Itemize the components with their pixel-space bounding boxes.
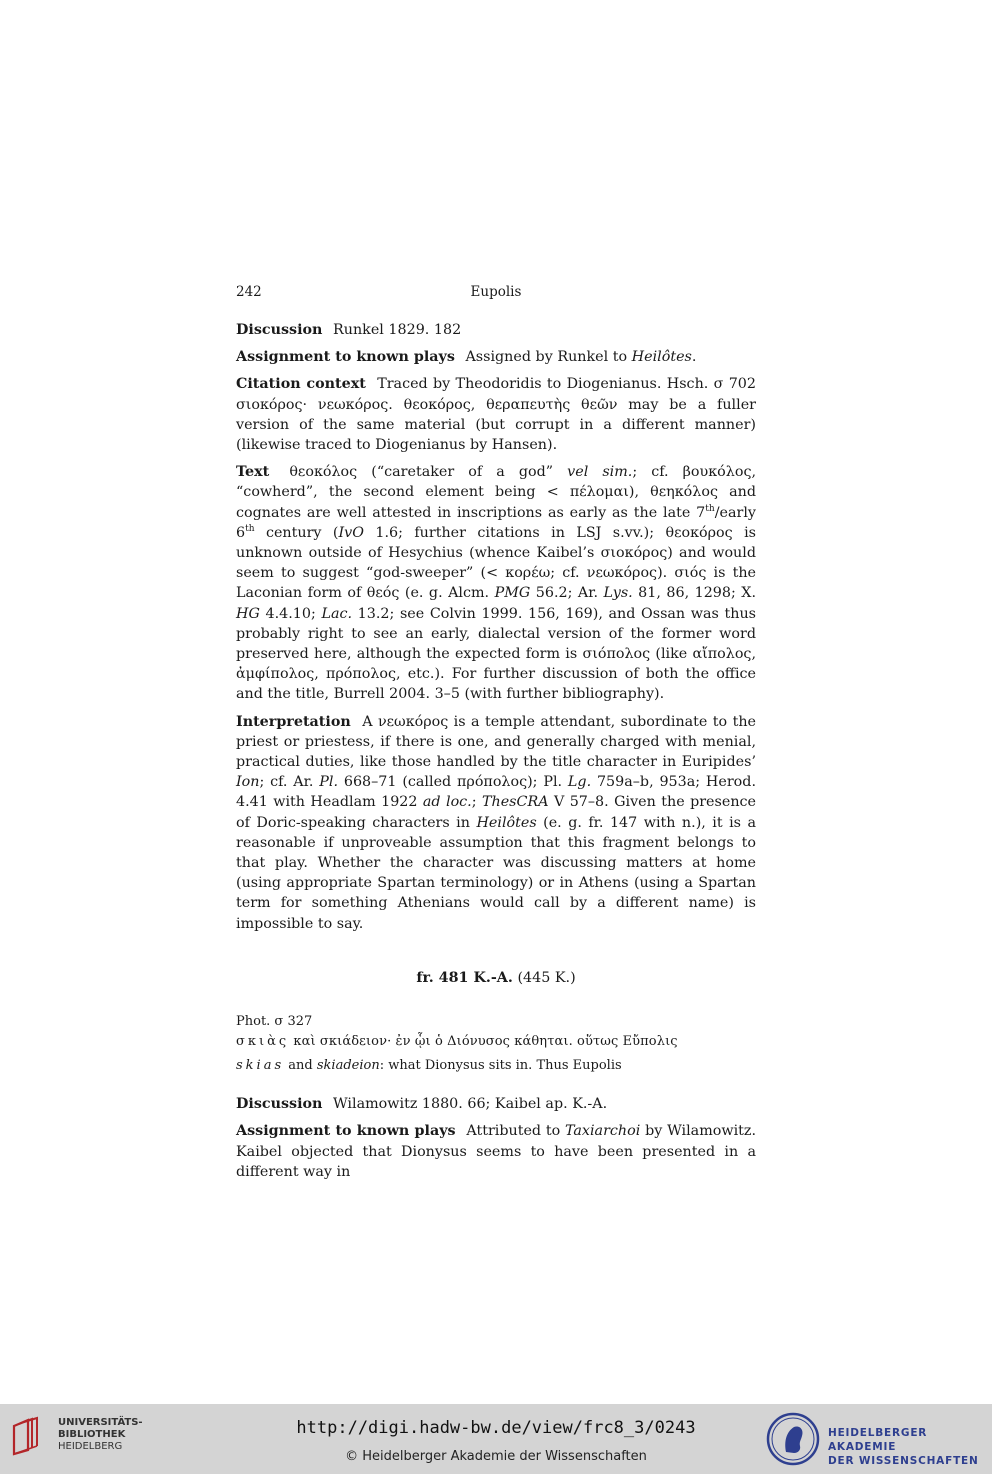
italic-run: Lg. bbox=[567, 774, 592, 791]
italic-run: Lys. bbox=[603, 585, 633, 602]
page-number: 242 bbox=[236, 284, 262, 300]
text-run: V 57–8. Given the presence of Doric-speaking characters in bbox=[236, 794, 756, 831]
fragment-title: fr. 481 K.-A. bbox=[416, 969, 513, 986]
discussion-text: Wilamowitz 1880. 66; Kaibel ap. K.-A. bbox=[332, 1096, 608, 1113]
greek-run: καὶ σκιάδειον· ἐν ᾧι ὁ Διόνυσος κάθηται. οὕτως Εὔπολις bbox=[289, 1034, 678, 1050]
academy-seal-icon bbox=[766, 1412, 820, 1466]
assignment-paragraph-2 bbox=[236, 1121, 756, 1182]
section-label: Assignment to known plays bbox=[236, 349, 455, 366]
text-run: and bbox=[284, 1058, 317, 1074]
fragment-heading bbox=[236, 968, 756, 988]
text-run: : what Dionysus sits in. Thus Eupolis bbox=[379, 1058, 622, 1074]
punct: . bbox=[691, 349, 697, 366]
logo-line: UNIVERSITÄTS- bbox=[58, 1417, 143, 1428]
text-run: 13.2; see Colvin 1999. 156, 169), and Ossan was thus probably right to see an early, dialectal version of the former word preserved here, although the expected form is σιόπολος (like αἴπολος, ἀμφίπολος, πρόπολος, etc.). For further discussion of both the office and the title, Burrell 2004. 3–5 (with further bibliography). bbox=[236, 605, 756, 703]
text-run: 668–71 (called πρόπολος); Pl. bbox=[338, 774, 568, 791]
italic-run: Ion bbox=[236, 774, 260, 791]
section-label: Text bbox=[236, 464, 270, 481]
italic-run: HG bbox=[236, 605, 260, 622]
copyright-notice: © Heidelberger Akademie der Wissenschaften bbox=[345, 1449, 647, 1464]
text-run: Attributed to bbox=[466, 1123, 565, 1140]
source-reference: Phot. σ 327 bbox=[236, 1014, 313, 1030]
italic-run: Heilôtes bbox=[476, 814, 537, 831]
section-label: Assignment to known plays bbox=[236, 1123, 456, 1140]
discussion-text: Runkel 1829. 182 bbox=[332, 322, 462, 338]
text-run: 1.6; further citations in LSJ s.vv.); θεοκόρος is unknown outside of Hesychius (whence Kaibel’s σιοκόρος) and would seem to suggest “god-sweeper” (< κορέω; cf. νεωκόρος). σιός is the Laconian form of θεός (e. g. Alcm. bbox=[236, 524, 757, 602]
play-title: Heilôtes bbox=[631, 349, 692, 366]
source-greek-text bbox=[236, 1032, 756, 1052]
logo-line: DER WISSENSCHAFTEN bbox=[828, 1455, 979, 1467]
section-label: Citation context bbox=[236, 376, 366, 393]
text-run: 56.2; Ar. bbox=[530, 585, 604, 602]
superscript: th bbox=[705, 503, 715, 514]
italic-run: skiadeion bbox=[316, 1058, 380, 1074]
citation-paragraph bbox=[236, 374, 756, 455]
page-header bbox=[236, 284, 756, 304]
italic-run: IvO bbox=[338, 524, 364, 541]
text-run: ; bbox=[471, 794, 482, 811]
text-paragraph bbox=[236, 462, 756, 704]
discussion-paragraph-2 bbox=[236, 1094, 756, 1114]
italic-run: ThesCRA bbox=[481, 794, 549, 811]
section-label: Discussion bbox=[236, 1096, 323, 1113]
section-label: Discussion bbox=[236, 322, 323, 338]
italic-run: vel sim. bbox=[567, 464, 633, 481]
italic-run: ad loc. bbox=[422, 794, 472, 811]
text-run: 81, 86, 1298; X. bbox=[632, 585, 757, 602]
footer-bar bbox=[0, 1404, 992, 1474]
spaced-word: skias bbox=[236, 1058, 285, 1074]
text-run: θεοκόλος (“caretaker of a god” bbox=[289, 464, 568, 481]
text-run: by Wilamowitz. Kaibel objected that Dionysus seems to have been presented in a different way in bbox=[236, 1123, 756, 1180]
text-run: ; cf. Ar. bbox=[259, 774, 320, 791]
italic-run: Pl. bbox=[319, 774, 339, 791]
citation-text: Traced by Theodoridis to Diogenianus. Hsch. σ 702 σιοκόρος· νεωκόρος. θεοκόρος, θεραπευτὴς θεῶν may be a fuller version of the same material (but corrupt in a different manner) (likewise traced to Diogenianus by Hansen). bbox=[236, 376, 756, 454]
italic-run: PMG bbox=[494, 585, 531, 602]
superscript: th bbox=[245, 524, 255, 535]
running-title: Eupolis bbox=[470, 284, 522, 300]
source-translation bbox=[236, 1056, 756, 1076]
academy-logo[interactable] bbox=[766, 1412, 986, 1466]
assignment-text: Assigned by Runkel to bbox=[465, 349, 632, 366]
assignment-paragraph bbox=[236, 347, 756, 367]
section-label: Interpretation bbox=[236, 713, 351, 730]
play-title: Taxiarchoi bbox=[564, 1123, 641, 1140]
spaced-word: σκιὰς bbox=[236, 1034, 290, 1050]
discussion-paragraph bbox=[236, 320, 756, 340]
text-run: 759a–b, 953a; Herod. 4.41 with Headlam 1922 bbox=[236, 774, 756, 811]
text-run: A νεωκόρος is a temple attendant, subordinate to the priest or priestess, if there is one, and generally charged with menial, practical duties, like those handled by the title character in Euripides’ bbox=[236, 713, 756, 771]
italic-run: Lac. bbox=[321, 605, 353, 622]
fragment-alt-number: (445 K.) bbox=[517, 969, 576, 986]
logo-line: BIBLIOTHEK bbox=[58, 1429, 126, 1440]
interpretation-paragraph bbox=[236, 712, 756, 934]
page-body bbox=[236, 320, 756, 1189]
permalink-url[interactable]: http://digi.hadw-bw.de/view/frc8_3/0243 bbox=[296, 1418, 696, 1438]
text-run: /early 6 bbox=[236, 504, 756, 541]
academy-logo-text bbox=[828, 1426, 986, 1468]
text-run: 4.4.10; bbox=[259, 605, 322, 622]
text-run: ; cf. βουκόλος, “cowherd”, the second element being < πέλομαι), θεηκόλος and cognates are well attested in inscriptions as early as the late 7 bbox=[236, 464, 756, 521]
logo-line: HEIDELBERGER AKADEMIE bbox=[828, 1427, 928, 1453]
logo-line: HEIDELBERG bbox=[58, 1441, 123, 1452]
text-run: century ( bbox=[254, 524, 339, 541]
text-run: (e. g. fr. 147 with n.), it is a reasonable if unproveable assumption that this fragment belongs to that play. Whether the character was discussing matters at home (using appropriate Spartan terminology) or in Athens (using a Spartan term for something Athenians would call by a different name) is impossible to say. bbox=[236, 814, 756, 932]
